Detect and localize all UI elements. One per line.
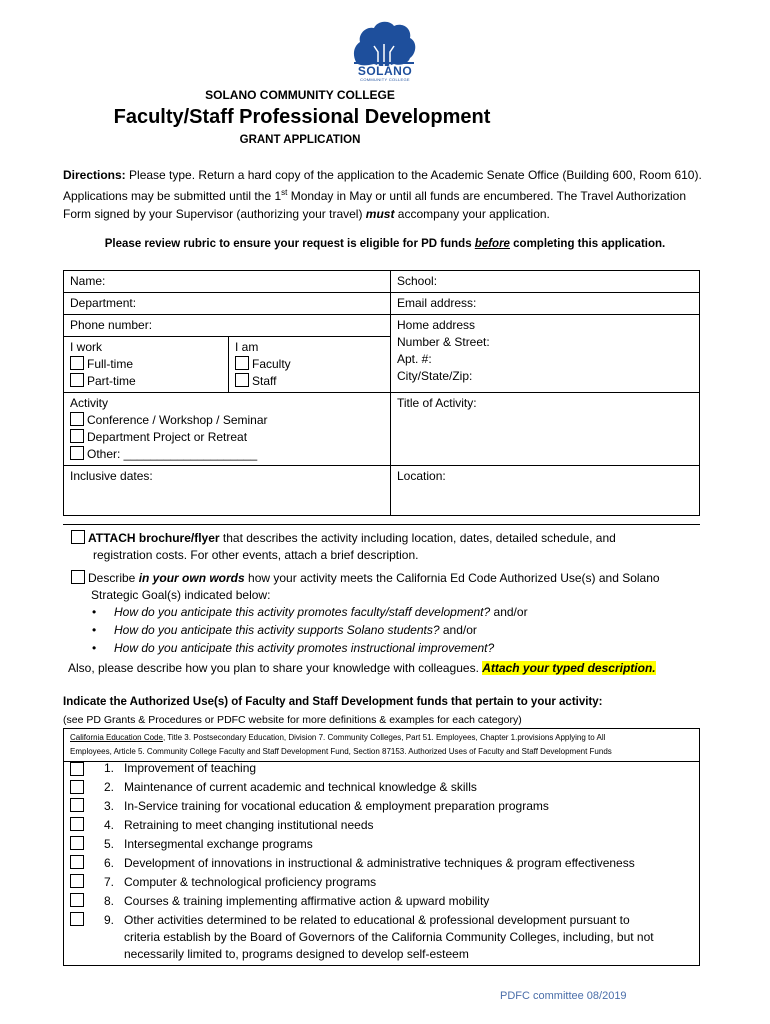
use-item [104,874,694,891]
use-number: 7. [104,875,115,889]
use-text: Retraining to meet changing institutional needs [124,818,374,832]
directions-text-1: Please type. Return a hard copy of the application to the Academic Senate Office (Building 600, Room 610). Applications may be submitted until the 1 [63,168,702,203]
conference-label: Conference / Workshop / Seminar [87,413,268,427]
use-checkbox[interactable] [70,780,84,794]
college-name: SOLANO COMMUNITY COLLEGE [205,88,395,102]
i-am-label: I am [235,340,259,354]
also-text: Also, please describe how you plan to share your knowledge with colleagues. [68,661,483,675]
use-checkbox[interactable] [70,762,84,776]
use-checkbox[interactable] [70,798,84,812]
home-address-field[interactable] [391,315,700,393]
name-label: Name: [70,274,106,288]
use-text: Maintenance of current academic and technical knowledge & skills [124,780,477,794]
activity-cell [64,393,391,466]
review-text-1: Please review rubric to ensure your request is eligible for PD funds [104,238,475,250]
page-title: Faculty/Staff Professional Development [113,106,491,128]
staff-label: Staff [252,374,277,388]
use-number: 1. [104,761,115,775]
name-field[interactable] [64,271,391,293]
part-time-label: Part-time [87,374,136,388]
review-text-2: completing this application. [509,238,666,250]
bullet-item: • How do you anticipate this activity promotes faculty/staff development? and/or [92,605,528,619]
faculty-checkbox[interactable] [235,356,249,370]
apt-label: Apt. #: [397,352,432,366]
directions-text-3: accompany your application. [394,207,550,221]
use-item [104,779,694,796]
ed-code-text-1: , Title 3. Postsecondary Education, Division 7. Community Colleges, Part 51. Employees, Chapter 1.provisions Applying to All [162,733,606,742]
footer-text: PDFC committee 08/2019 [500,990,627,1002]
bullet-item: • How do you anticipate this activity supports Solano students? and/or [92,623,477,637]
attach-brochure-checkbox[interactable] [71,530,85,544]
location-field[interactable] [391,466,700,516]
use-text: In-Service training for vocational education & employment preparation programs [124,799,549,813]
use-text: Other activities determined to be related to educational & professional development pursuant to [124,913,630,927]
inclusive-dates-label: Inclusive dates: [70,469,153,483]
attach-brochure-item [71,530,691,564]
describe-text-1: Describe [88,571,139,585]
attach-bold: ATTACH brochure/flyer [88,531,220,545]
use-text: Intersegmental exchange programs [124,837,313,851]
school-field[interactable] [391,271,700,293]
describe-checkbox[interactable] [71,570,85,584]
review-before: before [474,238,510,250]
work-status-cell [64,337,229,393]
bullet-tail: and/or [490,605,528,619]
use-item [104,893,694,910]
part-time-checkbox[interactable] [70,373,84,387]
bullet-item: • How do you anticipate this activity promotes instructional improvement? [92,641,495,655]
phone-field[interactable] [64,315,391,337]
use-number: 9. [104,913,115,927]
email-label: Email address: [397,296,477,310]
directions-sup: st [281,188,288,197]
bullet-question: How do you anticipate this activity promotes faculty/staff development? [114,605,491,619]
authorized-uses-note: (see PD Grants & Procedures or PDFC website for more definitions & examples for each category) [63,714,522,726]
department-project-checkbox[interactable] [70,429,84,443]
directions-label: Directions: [63,168,126,182]
use-item [104,760,694,777]
location-label: Location: [397,469,446,483]
applicant-info-table [63,270,700,516]
staff-checkbox[interactable] [235,373,249,387]
authorized-uses-heading: Indicate the Authorized Use(s) of Faculty and Staff Development funds that pertain to your activity: [63,696,603,708]
home-address-label: Home address [397,318,476,332]
use-item [104,798,694,815]
use-number: 6. [104,856,115,870]
use-checkbox[interactable] [70,817,84,831]
logo-text: SOLANO [357,64,413,78]
directions [63,166,713,223]
number-street-label: Number & Street: [397,335,490,349]
full-time-label: Full-time [87,357,134,371]
use-item [104,855,694,872]
title-of-activity-field[interactable] [391,393,700,466]
use-text: Development of innovations in instructional & administrative techniques & program effectiveness [124,856,635,870]
use-item [104,912,694,929]
use-text: Computer & technological proficiency programs [124,875,377,889]
bullet-tail: and/or [439,623,477,637]
inclusive-dates-field[interactable] [64,466,391,516]
other-activity-label: Other: ____________________ [87,447,258,461]
ed-code-reference [63,728,700,762]
use-number: 4. [104,818,115,832]
activity-label: Activity [70,396,109,410]
use-text: Courses & training implementing affirmative action & upward mobility [124,894,490,908]
use-checkbox[interactable] [70,912,84,926]
bullet-question: How do you anticipate this activity supports Solano students? [114,623,440,637]
school-label: School: [397,274,438,288]
use-item-continued: necessarily limited to, programs designed to develop self-esteem [124,947,469,961]
use-checkbox[interactable] [70,836,84,850]
use-number: 2. [104,780,115,794]
ed-code-text-2: Employees, Article 5. Community College Faculty and Staff Development Fund, Section 87153. Authorized Uses of Faculty and Staff Development Funds [70,747,612,756]
describe-item [71,570,691,604]
use-number: 8. [104,894,115,908]
use-item-continued: criteria establish by the Board of Governors of the California Community Colleges, including, but not [124,930,654,944]
department-field[interactable] [64,293,391,315]
directions-text-2: Monday in May or until all funds are encumbered. The Travel Authorization Form signed by your Supervisor (authorizing your travel) [63,189,687,221]
use-number: 3. [104,799,115,813]
role-cell [229,337,391,393]
i-work-label: I work [70,340,103,354]
attach-typed-highlight: Attach your typed description. [482,661,656,675]
full-time-checkbox[interactable] [70,356,84,370]
attach-text-2: registration costs. For other events, attach a brief description. [93,548,419,562]
use-number: 5. [104,837,115,851]
logo-subtext: COMMUNITY COLLEGE [360,77,410,82]
page-subtitle: GRANT APPLICATION [239,134,361,146]
other-activity-checkbox[interactable] [70,446,84,460]
phone-label: Phone number: [70,318,153,332]
directions-must: must [365,207,395,221]
use-checkbox[interactable] [70,893,84,907]
email-field[interactable] [391,293,700,315]
use-checkbox[interactable] [70,855,84,869]
describe-text-2: how your activity meets the California Ed Code Authorized Use(s) and Solano [244,571,660,585]
faculty-label: Faculty [252,357,291,371]
share-knowledge-note [68,660,708,677]
use-checkbox[interactable] [70,874,84,888]
describe-bold: in your own words [138,571,245,585]
review-notice [0,238,770,250]
ed-code-link[interactable]: California Education Code [70,733,163,742]
department-project-label: Department Project or Retreat [87,430,248,444]
conference-checkbox[interactable] [70,412,84,426]
title-of-activity-label: Title of Activity: [397,396,477,410]
use-text: Improvement of teaching [124,761,257,775]
attach-text: that describes the activity including location, dates, detailed schedule, and [219,531,616,545]
city-label: City/State/Zip: [397,369,473,383]
describe-text-3: Strategic Goal(s) indicated below: [91,588,271,602]
use-item [104,817,694,834]
bullet-question: How do you anticipate this activity promotes instructional improvement? [114,641,495,655]
department-label: Department: [70,296,137,310]
use-item [104,836,694,853]
